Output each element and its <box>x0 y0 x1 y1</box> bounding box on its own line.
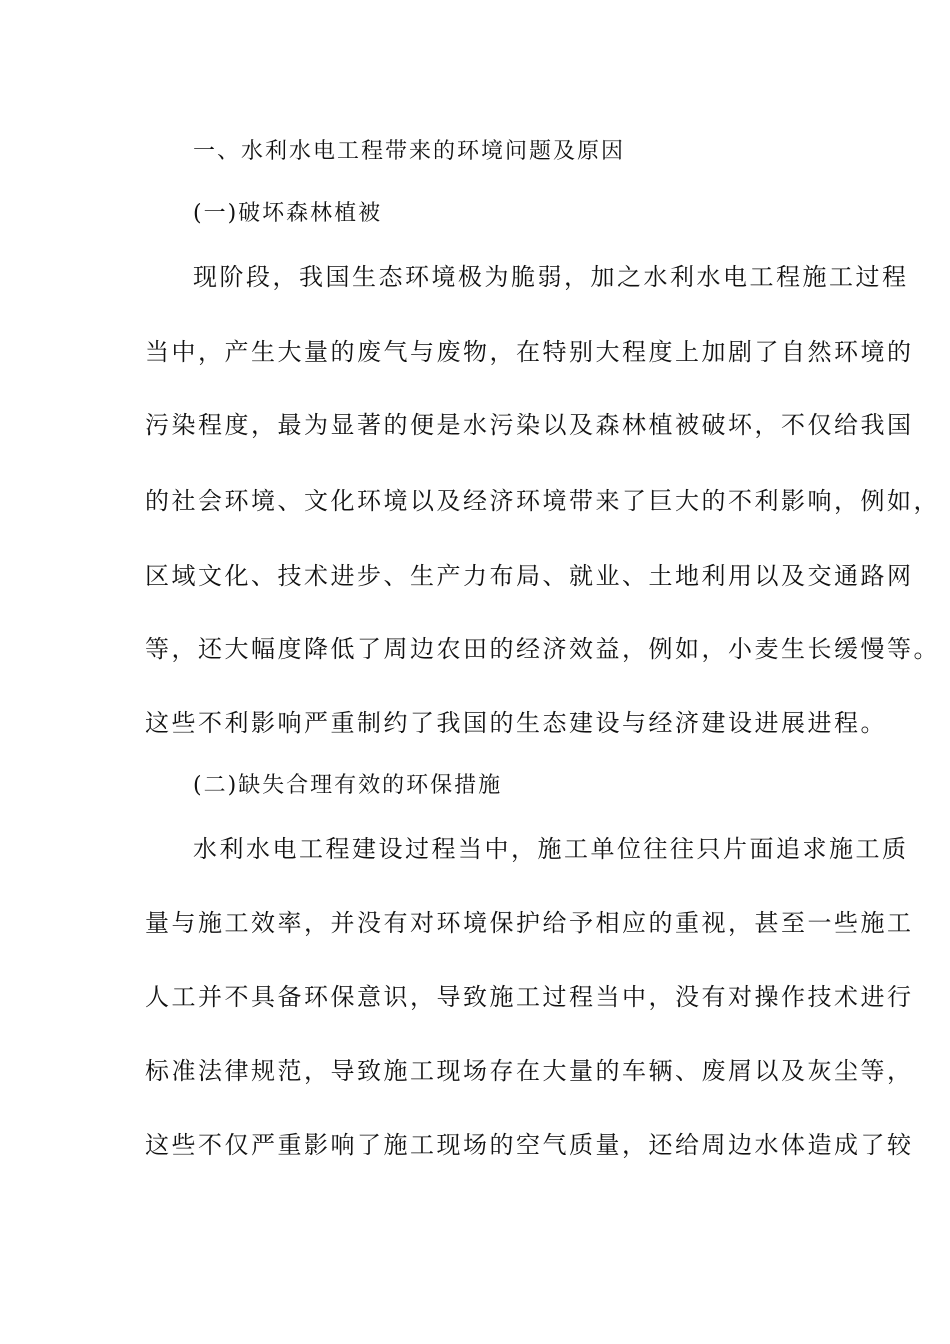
subsection-heading: (二)缺失合理有效的环保措施 <box>193 773 503 798</box>
paragraph-line: 区域文化、技术进步、生产力布局、就业、土地利用以及交通路网 <box>145 562 914 590</box>
paragraph-line: 量与施工效率，并没有对环境保护给予相应的重视，甚至一些施工 <box>145 909 914 937</box>
paragraph-line: 当中，产生大量的废气与废物，在特别大程度上加剧了自然环境的 <box>145 338 914 366</box>
paragraph-line: 的社会环境、文化环境以及经济环境带来了巨大的不利影响，例如， <box>145 487 940 515</box>
paragraph-line: 等，还大幅度降低了周边农田的经济效益，例如，小麦生长缓慢等。 <box>145 635 940 663</box>
section-heading: 一、水利水电工程带来的环境问题及原因 <box>193 139 626 164</box>
paragraph-line: 标准法律规范，导致施工现场存在大量的车辆、废屑以及灰尘等， <box>145 1057 914 1085</box>
paragraph-line: 这些不仅严重影响了施工现场的空气质量，还给周边水体造成了较 <box>145 1131 914 1159</box>
paragraph-line: 污染程度，最为显著的便是水污染以及森林植被破坏，不仅给我国 <box>145 411 914 439</box>
paragraph-line: 现阶段，我国生态环境极为脆弱，加之水利水电工程施工过程 <box>193 263 909 291</box>
paragraph-line: 这些不利影响严重制约了我国的生态建设与经济建设进展进程。 <box>145 709 887 737</box>
paragraph-line: 人工并不具备环保意识，导致施工过程当中，没有对操作技术进行 <box>145 983 914 1011</box>
paragraph-line: 水利水电工程建设过程当中，施工单位往往只片面追求施工质 <box>193 835 909 863</box>
subsection-heading: (一)破坏森林植被 <box>193 201 383 226</box>
